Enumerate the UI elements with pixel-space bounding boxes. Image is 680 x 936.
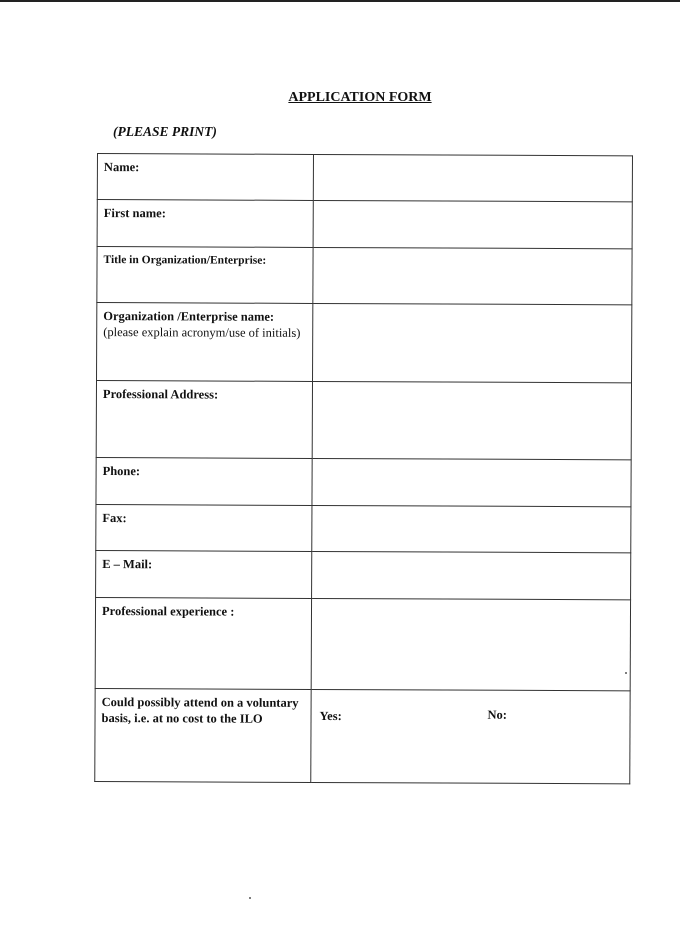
label-voluntary: Could possibly attend on a voluntary basis, i.e. at no cost to the ILO (95, 688, 311, 782)
label-name: Name: (97, 154, 313, 201)
scan-speck (625, 672, 627, 674)
label-org-name-note: (please explain acronym/use of initials) (103, 325, 301, 340)
form-row-professional-experience (95, 597, 630, 690)
field-title-in-org[interactable] (313, 247, 632, 304)
field-voluntary (311, 689, 630, 783)
form-row-title-in-org (97, 247, 632, 305)
label-fax: Fax: (96, 504, 312, 551)
form-row-professional-address (96, 381, 631, 460)
field-email[interactable] (312, 551, 631, 599)
label-title-in-org: Title in Organization/Enterprise: (97, 247, 313, 304)
page-title: APPLICATION FORM (288, 90, 432, 105)
field-name[interactable] (313, 154, 632, 201)
field-professional-address[interactable] (312, 381, 631, 459)
form-row-name (97, 154, 632, 202)
field-org-name[interactable] (313, 303, 632, 382)
form-row-voluntary (95, 688, 630, 783)
application-form-table (94, 153, 633, 784)
form-row-fax (96, 504, 631, 552)
field-first-name[interactable] (313, 200, 632, 248)
yes-no-options (319, 695, 624, 724)
page-subtitle: (PLEASE PRINT) (113, 124, 217, 139)
label-org-name: Organization /Enterprise name: (please explain acronym/use of initials) (97, 303, 313, 382)
scan-speck (249, 897, 251, 899)
form-row-org-name (97, 303, 632, 383)
option-no[interactable]: No: (487, 707, 508, 722)
field-professional-experience[interactable] (311, 598, 630, 690)
form-row-phone (96, 457, 631, 506)
label-phone: Phone: (96, 457, 312, 505)
label-professional-address: Professional Address: (96, 381, 312, 459)
field-phone[interactable] (312, 458, 631, 506)
option-yes[interactable]: Yes: (319, 708, 342, 724)
label-first-name: First name: (97, 200, 313, 248)
label-email: E – Mail: (96, 550, 312, 598)
form-row-first-name (97, 200, 632, 249)
form-row-email (96, 550, 631, 599)
top-border-line (0, 0, 680, 2)
field-fax[interactable] (312, 505, 631, 552)
label-professional-experience: Professional experience : (95, 597, 311, 689)
